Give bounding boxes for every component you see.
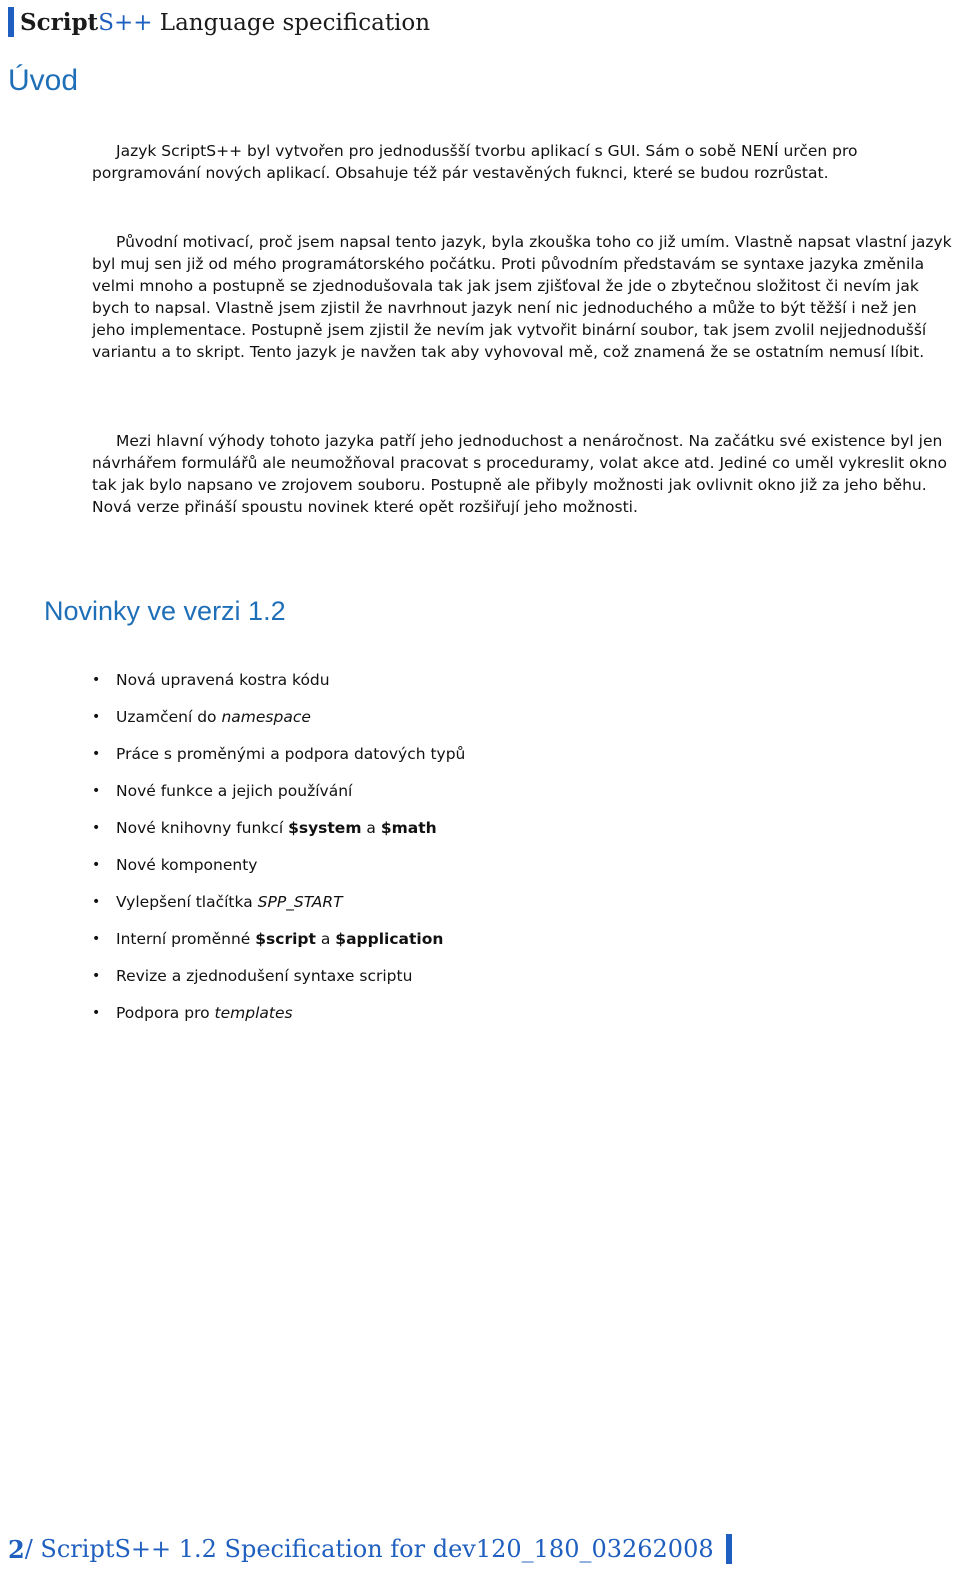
bullet-icon: • (92, 931, 101, 947)
list-item (92, 854, 465, 891)
list-item-bold: $math (380, 819, 437, 837)
list-item-text: Uzamčení do (116, 708, 222, 726)
header-accent-bar (8, 7, 14, 37)
page-number: 2 (8, 1534, 25, 1564)
bullet-icon: • (92, 783, 101, 799)
intro-paragraph-1: Jazyk ScriptS++ byl vytvořen pro jednodusšší tvorbu aplikací s GUI. Sám o sobě NENÍ určen pro porgramování nových aplikací. Obsahuje též pár vestavěných fuknci, které se budou rozrůstat. (92, 142, 858, 182)
header-title-spp: S++ (98, 9, 153, 36)
list-item-text: Interní proměnné (116, 930, 256, 948)
list-item-bold: $system (288, 819, 362, 837)
bullet-icon: • (92, 820, 101, 836)
list-item-emphasis: templates (214, 1004, 293, 1022)
list-item (92, 669, 465, 706)
list-item (92, 743, 465, 780)
list-item-text: Nové funkce a jejich používání (116, 782, 353, 800)
list-item-text: a (361, 819, 381, 837)
page-header (8, 6, 430, 38)
header-title (20, 9, 430, 36)
list-item (92, 1002, 465, 1039)
list-item-text: a (315, 930, 336, 948)
bullet-icon: • (92, 709, 101, 725)
list-item-emphasis: SPP_START (257, 893, 343, 911)
bullet-icon: • (92, 857, 101, 873)
intro-paragraph-3: Mezi hlavní výhody tohoto jazyka patří jeho jednoduchost a nenáročnost. Na začátku své existence byl jen návrhářem formulářů ale neumožňoval pracovat s proceduramy, volat akce atd. Jediné co uměl vykreslit okno tak jak bylo napsano ve zrojovem souboru. Postupně ale přibyly možnosti jak ovlivnit okno již za jeho běhu. Nová verze přináší spoustu novinek které opět rozšiřují jeho možnosti. (92, 432, 947, 516)
intro-paragraph-2: Původní motivací, proč jsem napsal tento jazyk, byla zkouška toho co již umím. Vlastně napsat vlastní jazyk byl muj sen již od mého programátorského počátku. Proti původním představám se syntaxe jazyka změnila velmi mnoho a postupně se zjednodušovala tak jak jsem zjišťoval že jde o zbytečnou složitost či nevím jak bych to napsal. Vlastně jsem zjistil že navrhnout jazyk není nic jednoduchého a může to být těžší i než jen jeho implementace. Postupně jsem zjistil že nevím jak vytvořit binární soubor, tak jsem zvolil nejjednodušší variantu a to skript. Tento jazyk je navžen tak aby vyhovoval mě, což znamená že se ostatním nemusí líbit. (92, 233, 952, 361)
list-item (92, 817, 465, 854)
footer-accent-bar (726, 1534, 732, 1564)
list-item-bold: $application (335, 930, 444, 948)
bullet-icon: • (92, 968, 101, 984)
list-item-bold: $script (255, 930, 316, 948)
header-title-rest: Language specification (152, 9, 431, 36)
list-item (92, 780, 465, 817)
heading-novinky: Novinky ve verzi 1.2 (44, 596, 286, 626)
bullet-icon: • (92, 1005, 101, 1021)
list-item (92, 706, 465, 743)
list-item-text: Vylepšení tlačítka (116, 893, 258, 911)
bullet-icon: • (92, 746, 101, 762)
list-item (92, 891, 465, 928)
list-item-text: Práce s proměnými a podpora datových typů (116, 745, 466, 763)
list-item (92, 928, 465, 965)
list-item (92, 965, 465, 1002)
list-item-text: Podpora pro (116, 1004, 215, 1022)
list-item-text: Nové komponenty (116, 856, 258, 874)
list-item-text: Nové knihovny funkcí (116, 819, 289, 837)
bullet-icon: • (92, 672, 101, 688)
header-title-script: Script (20, 8, 99, 36)
footer-text: / ScriptS++ 1.2 Specification for dev120_180_03262008 (24, 1535, 714, 1563)
list-item-text: Revize a zjednodušení syntaxe scriptu (116, 967, 413, 985)
heading-uvod: Úvod (8, 64, 79, 97)
bullet-icon: • (92, 894, 101, 910)
page-footer (8, 1532, 732, 1566)
list-item-emphasis: namespace (221, 708, 311, 726)
news-list (92, 669, 465, 1039)
list-item-text: Nová upravená kostra kódu (116, 671, 330, 689)
